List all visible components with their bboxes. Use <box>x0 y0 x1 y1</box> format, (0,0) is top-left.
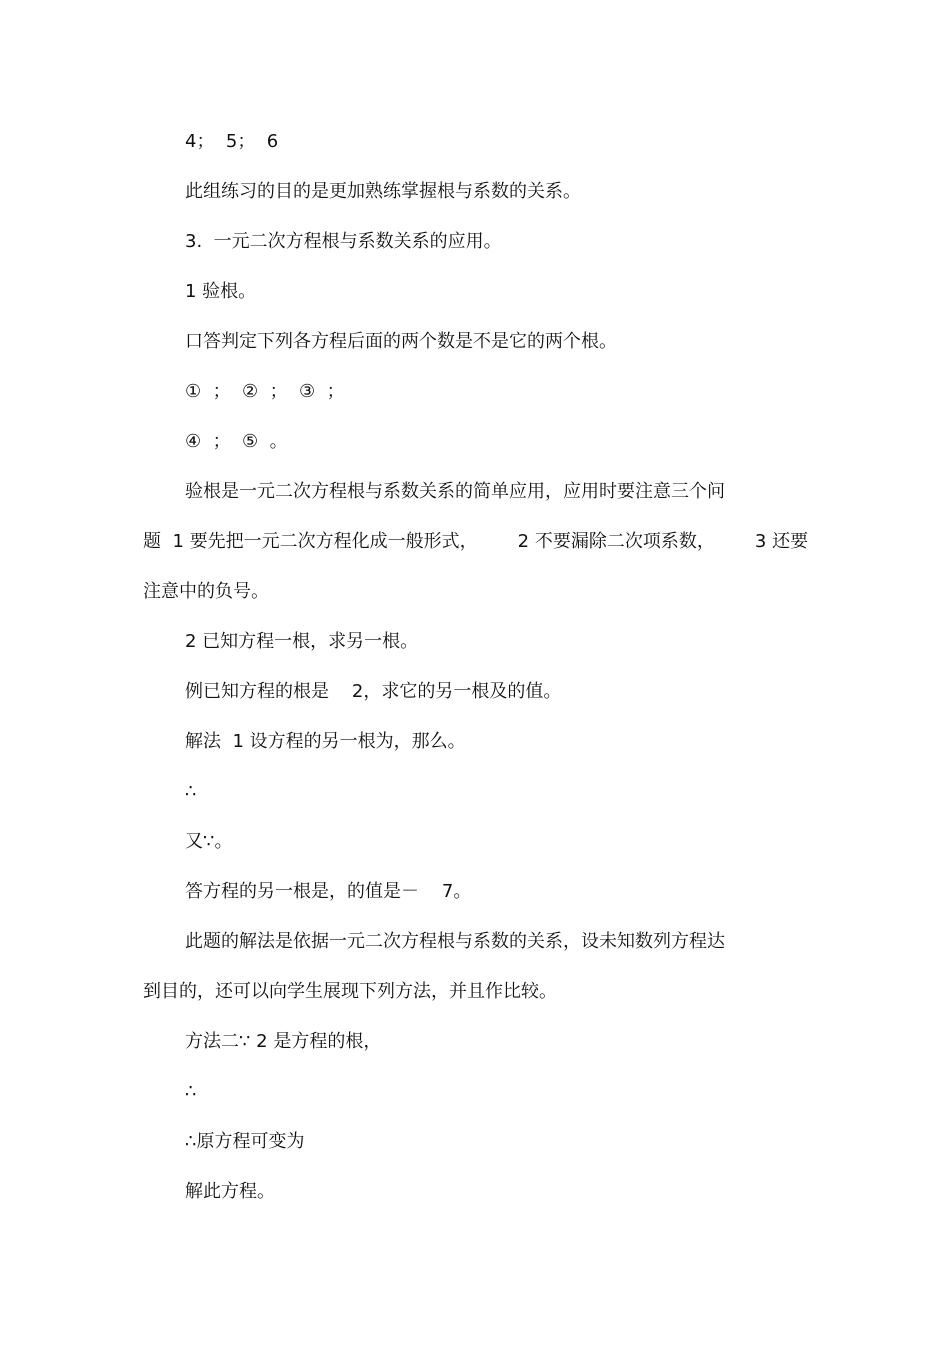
text-line: 验根是一元二次方程根与系数关系的简单应用，应用时要注意三个问 <box>185 481 725 502</box>
subsection-heading: 2 已知方程一根，求另一根。 <box>185 631 419 652</box>
section-heading: 3. 一元二次方程根与系数关系的应用。 <box>185 231 502 252</box>
text-line: 此组练习的目的是更加熟练掌握根与系数的关系。 <box>185 181 581 202</box>
text-line: ∴ <box>185 781 197 802</box>
text-line: 方法二∵ 2 是方程的根， <box>185 1031 382 1052</box>
text-line: 解此方程。 <box>185 1181 275 1202</box>
text-line: ① ； ② ； ③ ； <box>185 381 345 402</box>
text-line: 此题的解法是依据一元二次方程根与系数的关系，设未知数列方程达 <box>185 931 725 952</box>
text-line: 口答判定下列各方程后面的两个数是不是它的两个根。 <box>185 331 617 352</box>
subsection-heading: 1 验根。 <box>185 281 257 302</box>
text-line: ∴原方程可变为 <box>185 1131 305 1152</box>
text-line: 又∵。 <box>185 831 233 852</box>
text-line: 例已知方程的根是 2，求它的另一根及的值。 <box>185 681 562 702</box>
text-line: ④ ； ⑤ 。 <box>185 431 288 452</box>
text-line: 题 1 要先把一元二次方程化成一般形式， 2 不要漏除二次项系数， 3 还要 <box>143 531 809 552</box>
text-line: 4； 5； 6 <box>185 131 279 152</box>
text-line: ∴ <box>185 1081 197 1102</box>
text-line: 解法 1 设方程的另一根为，那么。 <box>185 731 466 752</box>
text-line: 注意中的负号。 <box>143 581 269 602</box>
text-line: 到目的，还可以向学生展现下列方法，并且作比较。 <box>143 981 557 1002</box>
text-line: 答方程的另一根是，的值是－ 7。 <box>185 881 472 902</box>
